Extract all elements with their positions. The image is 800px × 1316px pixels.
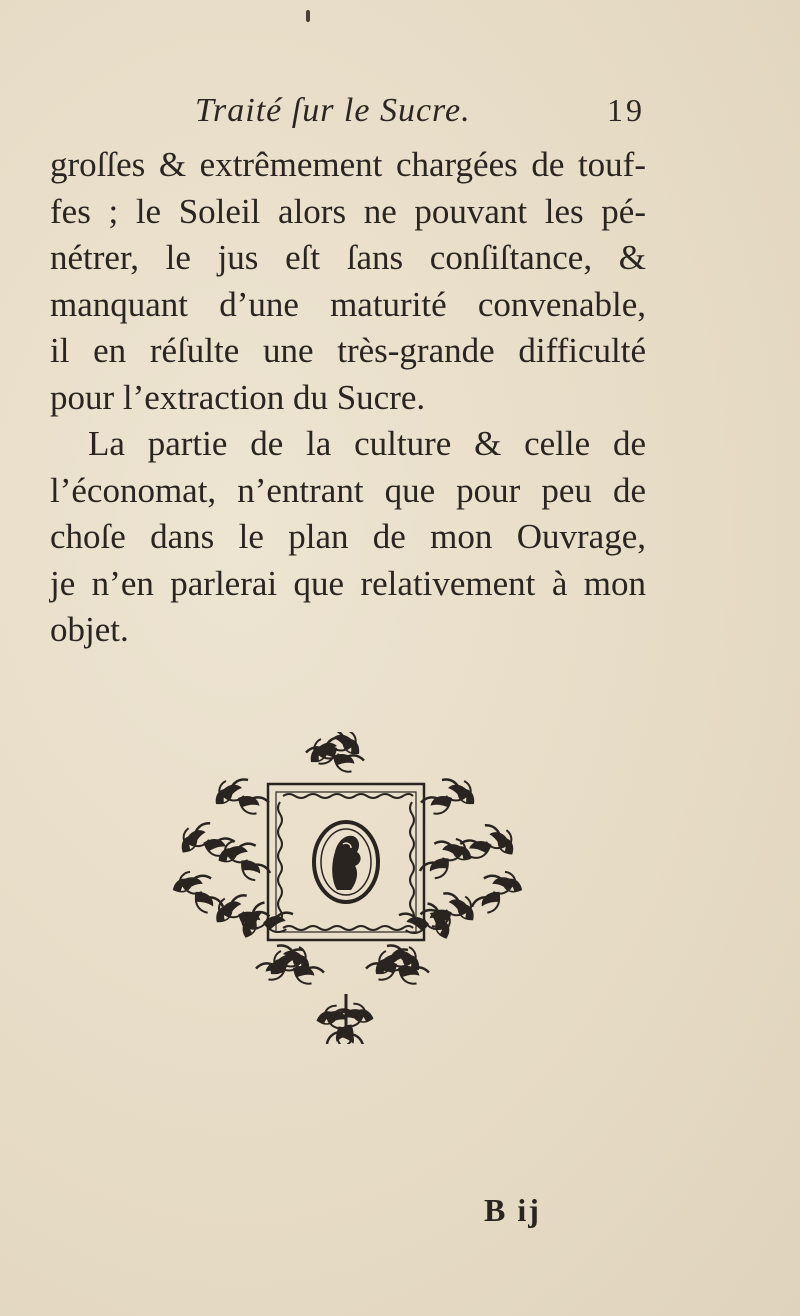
text-line: nétrer, le jus eſt ſans conſiſtance, & [50,238,646,277]
text-line: je n’en parlerai que relativement à mon [50,563,646,603]
text-line: choſe dans le plan de mon Ouvrage, [50,517,646,556]
signature-mark: B ij [484,1192,541,1228]
ink-speck [306,10,310,22]
paragraph-start-line: La partie de la culture & celle de [88,424,646,463]
text-line: l’économat, n’entrant que pour peu de [50,470,646,510]
text-line: objet. [50,610,129,649]
text-line: il en réſulte une très-grande difficulté [50,331,646,370]
text-line: manquant d’une maturité convenable, [50,284,646,324]
running-title: Traité ſur le Sucre. [195,92,471,129]
body-text [50,142,646,654]
text-line: groſſes & extrêmement chargées de touf- [50,145,646,184]
text-line: fes ; le Soleil alors ne pouvant les pé- [50,191,646,231]
text-line: pour l’extraction du Sucre. [50,377,426,417]
medallion-portrait-icon [165,732,527,1044]
page-header [195,92,645,142]
page-number: 19 [607,92,645,128]
